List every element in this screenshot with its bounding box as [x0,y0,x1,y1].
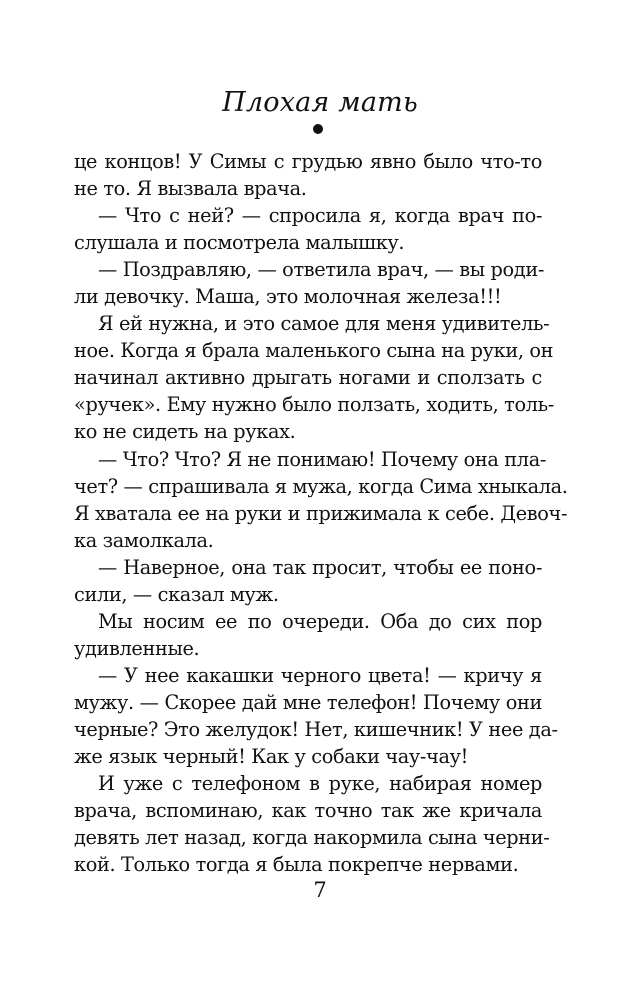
text-line: кой. Только тогда я была покрепче нервами. [74,853,519,877]
text-line: «ручек». Ему нужно было ползать, ходить, толь- [74,393,554,417]
text-line: Мы носим ее по очереди. Оба до сих пор [98,609,542,633]
text-line: удивленные. [74,636,200,660]
bullet-ornament-icon [313,124,323,134]
text-line: врача, вспоминаю, как точно так же кричала [74,799,542,823]
text-line: начинал активно дрыгать ногами и сползать с [74,366,542,390]
body-text [74,148,568,878]
text-line: не то. Я вызвала врача. [74,177,307,201]
text-line: же язык черный! Как у собаки чау-чау! [74,745,469,769]
running-head: Плохая мать [222,87,418,118]
text-line: це концов! У Симы с грудью явно было что-то [74,150,542,173]
text-line: ко не сидеть на руках. [74,420,296,444]
text-line: ли девочку. Маша, это молочная железа!!! [74,285,502,309]
text-line: черные? Это желудок! Нет, кишечник! У нее да- [74,717,558,741]
text-line: — Наверное, она так просит, чтобы ее поно- [98,555,542,579]
page-number: 7 [313,878,327,902]
text-line: — Что с ней? — спросила я, когда врач по- [98,204,542,228]
text-line: чет? — спрашивала я мужа, когда Сима хныкала. [74,474,568,498]
text-line: девять лет назад, когда накормила сына черни- [74,826,550,850]
text-line: И уже с телефоном в руке, набирая номер [98,772,542,796]
text-line: ное. Когда я брала маленького сына на руки, он [74,339,554,363]
text-line: слушала и посмотрела малышку. [74,231,405,255]
text-line: мужу. — Скорее дай мне телефон! Почему они [74,690,542,714]
text-line: Я ей нужна, и это самое для меня удивитель- [98,312,550,336]
text-line: — Поздравляю, — ответила врач, — вы роди- [98,258,544,282]
text-line: — Что? Что? Я не понимаю! Почему она пла- [98,447,547,471]
text-line: — У нее какашки черного цвета! — кричу я [98,663,542,687]
text-line: сили, — сказал муж. [74,582,279,606]
text-line: Я хватала ее на руки и прижимала к себе. Девоч- [74,501,568,525]
text-line: ка замолкала. [74,528,214,552]
